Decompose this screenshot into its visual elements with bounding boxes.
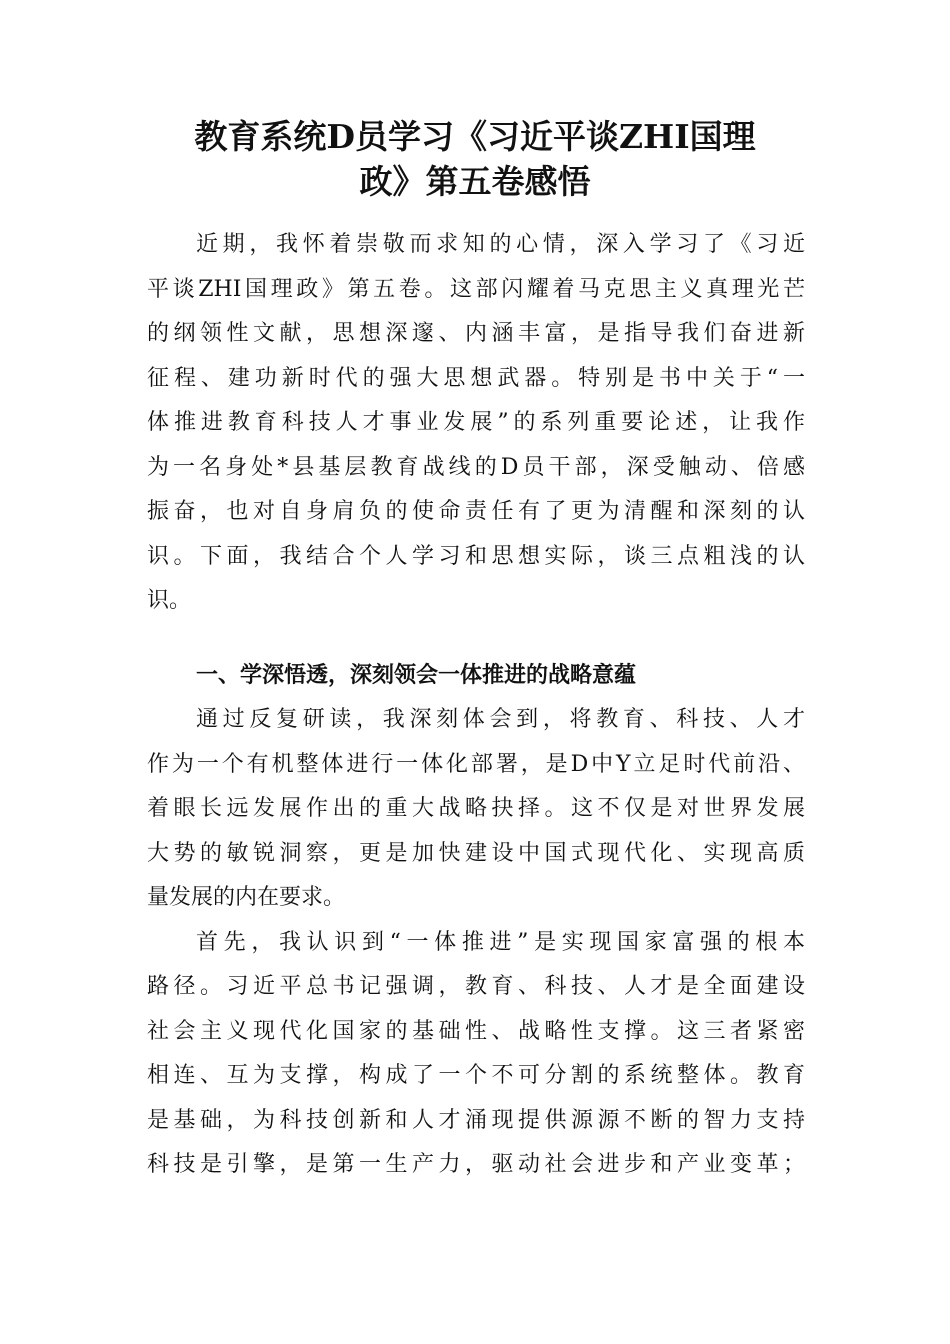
- text-line: 体推进教育科技人才事业发展”的系列重要论述，让我作: [147, 410, 805, 435]
- text-line: 近期，我怀着崇敬而求知的心情，深入学习了《习近: [196, 232, 805, 257]
- document-title: [0, 114, 950, 204]
- text-line: 通过反复研读，我深刻体会到，将教育、科技、人才: [196, 707, 805, 732]
- text-line: 大势的敏锐洞察，更是加快建设中国式现代化、实现高质: [147, 840, 805, 866]
- text-line: 为一名身处*县基层教育战线的D员干部，深受触动、倍感: [147, 454, 805, 480]
- text-line: 量发展的内在要求。: [147, 885, 346, 910]
- text-line: 的纲领性文献，思想深邃、内涵丰富，是指导我们奋进新: [147, 321, 805, 346]
- text-line: 是基础，为科技创新和人才涌现提供源源不断的智力支持: [147, 1107, 805, 1133]
- title-line: 教育系统D员学习《习近平谈ZHI国理: [194, 117, 756, 156]
- text-line: 社会主义现代化国家的基础性、战略性支撑。这三者紧密: [147, 1018, 805, 1044]
- document-body: [147, 223, 805, 1188]
- paragraph-intro: [147, 223, 805, 624]
- section-heading: 一、学深悟透，深刻领会一体推进的战略意蕴: [196, 662, 637, 688]
- text-line: 路径。习近平总书记强调，教育、科技、人才是全面建设: [147, 974, 805, 999]
- text-line: 识。下面，我结合个人学习和思想实际，谈三点粗浅的认: [147, 543, 805, 569]
- text-line: 作为一个有机整体进行一体化部署，是D中Y立足时代前沿、: [147, 751, 805, 777]
- title-line: 政》第五卷感悟: [359, 162, 591, 201]
- text-line: 识。: [147, 588, 192, 613]
- text-line: 振奋，也对自身肩负的使命责任有了更为清醒和深刻的认: [147, 499, 805, 524]
- text-line: 首先，我认识到“一体推进”是实现国家富强的根本: [196, 929, 805, 955]
- text-line: 平谈ZHI国理政》第五卷。这部闪耀着马克思主义真理光芒: [147, 276, 805, 302]
- text-line: 着眼长远发展作出的重大战略抉择。这不仅是对世界发展: [147, 796, 805, 821]
- paragraph: [147, 921, 805, 1188]
- paragraph: [147, 698, 805, 921]
- text-line: 相连、互为支撑，构成了一个不可分割的系统整体。教育: [147, 1063, 805, 1088]
- text-line: 征程、建功新时代的强大思想武器。特别是书中关于“一: [147, 365, 805, 391]
- text-line: 科技是引擎，是第一生产力，驱动社会进步和产业变革；: [147, 1152, 805, 1177]
